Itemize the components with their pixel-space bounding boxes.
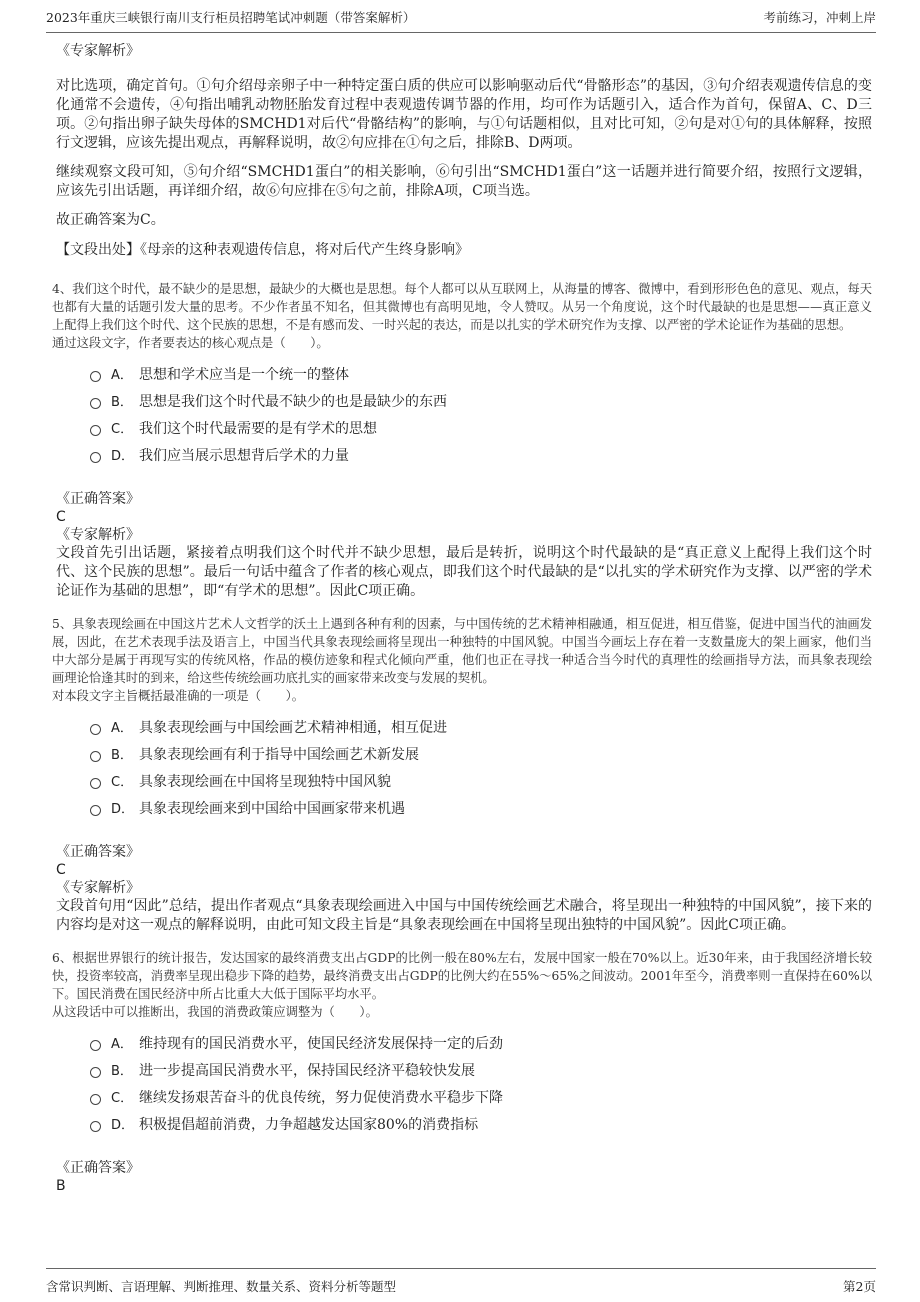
option-list (52, 360, 872, 468)
analysis-paragraph: 文段首句用“因此”总结，提出作者观点“具象表现绘画进入中国与中国传统绘画艺术融合，将呈现出一种独特的中国风貌”，接下来的内容均是对这一观点的解释说明，由此可知文段主旨是“具象表现绘画在中国将呈现出独特的中国风貌”。因此C项正确。 (56, 898, 872, 933)
question-stem: 5、具象表现绘画在中国这片艺术人文哲学的沃土上遇到各种有利的因素，与中国传统的艺术精神相融通，相互促进，相互借鉴，促进中国当代的油画发展，因此，在艺术表现手法及语言上，中国当代具象表现绘画将呈现出一种独特的中国风貌。中国当今画坛上存在着一支数量庞大的架上画家，他们当中大部分是属于再现写实的传统风格，作品的模仿迹象和程式化倾向严重，他们也正在寻找一种适合当今时代的真理性的绘画指导方法，而具象表现绘画理论恰逢其时的到来，给这些传统绘画功底扎实的画家带来改变与发展的契机。 (52, 617, 872, 685)
correct-answer: C (56, 862, 66, 878)
option-d[interactable]: D． 具象表现绘画来到中国给中国画家带来机遇 (90, 794, 872, 821)
radio-icon[interactable] (90, 1067, 101, 1078)
radio-icon[interactable] (90, 751, 101, 762)
radio-icon[interactable] (90, 1094, 101, 1105)
option-a[interactable]: A． 思想和学术应当是一个统一的整体 (90, 360, 872, 387)
radio-icon[interactable] (90, 1121, 101, 1132)
correct-answer-label: 《正确答案》 (56, 844, 140, 860)
option-b[interactable]: B． 思想是我们这个时代最不缺少的也是最缺少的东西 (90, 387, 872, 414)
document-title: 2023年重庆三峡银行南川支行柜员招聘笔试冲刺题（带答案解析） (46, 10, 416, 25)
expert-analysis-label: 《专家解析》 (56, 527, 140, 543)
question-stem: 4、我们这个时代，最不缺少的是思想，最缺少的大概也是思想。每个人都可以从互联网上，从海量的博客、微博中，看到形形色色的意见、观点，每天也都有大量的话题引发大量的思考。不少作者虽不知名，但其微博也有高明见地，令人赞叹。从另一个角度说，这个时代最缺的也是思想——真正意义上配得上我们这个时代、这个民族的思想，不是有感而发、一时兴起的表达，而是以扎实的学术研究作为支撑、以严密的学术论证作为基础的思想。 (52, 282, 872, 332)
option-d[interactable]: D． 我们应当展示思想背后学术的力量 (90, 441, 872, 468)
analysis-conclusion: 故正确答案为C。 (56, 212, 165, 228)
radio-icon[interactable] (90, 398, 101, 409)
analysis-paragraph: 继续观察文段可知，⑤句介绍“SMCHD1蛋白”的相关影响，⑥句引出“SMCHD1蛋白”这一话题并进行简要介绍，按照行文逻辑，应该先引出话题，再详细介绍，故⑥句应排在⑤句之前，排除A项，C项当选。 (56, 164, 872, 199)
option-a[interactable]: A． 具象表现绘画与中国绘画艺术精神相通，相互促进 (90, 713, 872, 740)
analysis-paragraph: 文段首先引出话题，紧接着点明我们这个时代并不缺少思想，最后是转折，说明这个时代最缺的是“真正意义上配得上我们这个时代、这个民族的思想”。最后一句话中蕴含了作者的核心观点，即我们这个时代最缺的是“以扎实的学术研究作为支撑、以严密的学术论证作为基础的思想”，即“有学术的思想”。因此C项正确。 (56, 545, 872, 599)
question-block (52, 949, 872, 1137)
radio-icon[interactable] (90, 425, 101, 436)
radio-icon[interactable] (90, 805, 101, 816)
option-b[interactable]: B． 进一步提高国民消费水平，保持国民经济平稳较快发展 (90, 1056, 872, 1083)
page-header (46, 8, 876, 33)
option-d[interactable]: D． 积极提倡超前消费，力争超越发达国家80%的消费指标 (90, 1110, 872, 1137)
question-stem: 6、根据世界银行的统计报告，发达国家的最终消费支出占GDP的比例一般在80%左右，发展中国家一般在70%以上。近30年来，由于我国经济增长较快，投资率较高，消费率呈现出稳步下降的趋势，最终消费支出占GDP的比例大约在55%～65%之间波动。2001年至今，消费率则一直保持在60%以下。国民消费在国民经济中所占比重大大低于国际平均水平。 (52, 951, 872, 1001)
footer-topics: 含常识判断、言语理解、判断推理、数量关系、资料分析等题型 (46, 1279, 397, 1294)
correct-answer: B (56, 1178, 66, 1194)
option-a[interactable]: A． 维持现有的国民消费水平，使国民经济发展保持一定的后劲 (90, 1029, 872, 1056)
question-prompt: 通过这段文字，作者要表达的核心观点是（ ）。 (52, 336, 329, 350)
analysis-paragraph: 对比选项，确定首句。①句介绍母亲卵子中一种特定蛋白质的供应可以影响驱动后代“骨骼形态”的基因，③句介绍表观遗传信息的变化通常不会遗传，④句指出哺乳动物胚胎发育过程中表观遗传调节器的作用，均可作为话题引入，适合作为首句，保留A、C、D三项。②句指出卵子缺失母体的SMCHD1对后代“骨骼结构”的影响，与①句话题相似，且对比可知，②句是对①句的具体解释，按照行文逻辑，应该先提出观点，再解释说明，故②句应排在①句之后，排除B、D两项。 (56, 78, 872, 151)
radio-icon[interactable] (90, 778, 101, 789)
radio-icon[interactable] (90, 371, 101, 382)
correct-answer-label: 《正确答案》 (56, 1160, 140, 1176)
radio-icon[interactable] (90, 724, 101, 735)
header-tagline: 考前练习，冲刺上岸 (763, 10, 876, 25)
option-list (52, 1029, 872, 1137)
expert-analysis-label: 《专家解析》 (56, 880, 140, 896)
option-c[interactable]: C． 具象表现绘画在中国将呈现独特中国风貌 (90, 767, 872, 794)
correct-answer: C (56, 509, 66, 525)
option-b[interactable]: B． 具象表现绘画有利于指导中国绘画艺术新发展 (90, 740, 872, 767)
radio-icon[interactable] (90, 452, 101, 463)
question-block (52, 280, 872, 468)
question-prompt: 对本段文字主旨概括最准确的一项是（ ）。 (52, 689, 305, 703)
correct-answer-label: 《正确答案》 (56, 491, 140, 507)
expert-analysis-label: 《专家解析》 (56, 43, 140, 59)
question-prompt: 从这段话中可以推断出，我国的消费政策应调整为（ ）。 (52, 1005, 378, 1019)
radio-icon[interactable] (90, 1040, 101, 1051)
page-content (52, 42, 872, 1195)
option-c[interactable]: C． 继续发扬艰苦奋斗的优良传统，努力促使消费水平稳步下降 (90, 1083, 872, 1110)
option-c[interactable]: C． 我们这个时代最需要的是有学术的思想 (90, 414, 872, 441)
source-citation: 【文段出处】《母亲的这种表观遗传信息，将对后代产生终身影响》 (56, 242, 469, 258)
option-list (52, 713, 872, 821)
page-number: 第2页 (843, 1279, 876, 1294)
page-footer (46, 1268, 876, 1295)
question-block (52, 615, 872, 821)
